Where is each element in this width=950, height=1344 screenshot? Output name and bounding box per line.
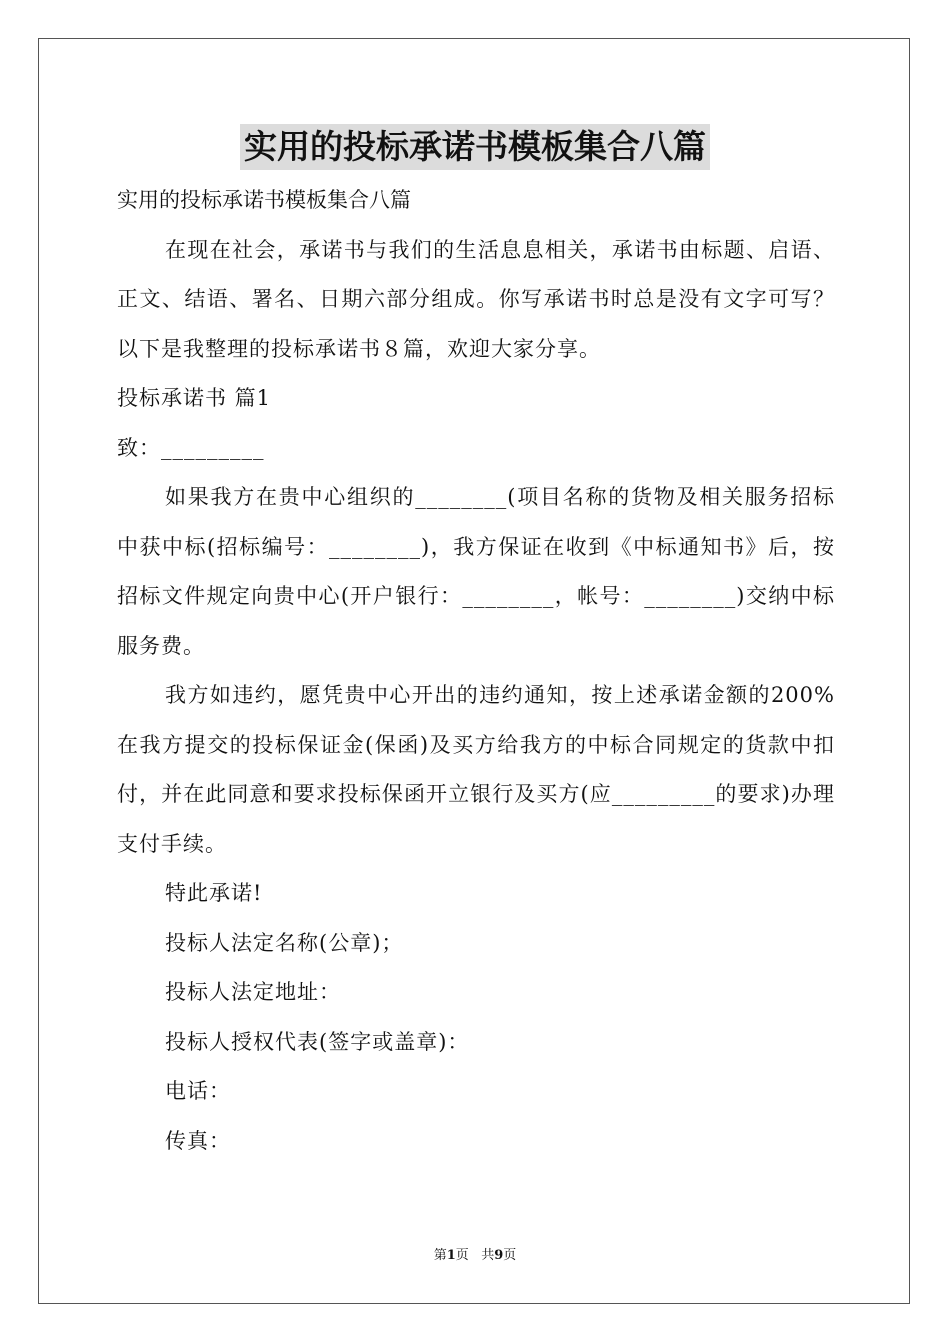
signature-field-address: 投标人法定地址： bbox=[165, 980, 341, 1004]
document-title: 实用的投标承诺书模板集合八篇 bbox=[240, 124, 710, 170]
page-prefix: 第 bbox=[433, 1248, 447, 1263]
body-paragraph-commitment: 如果我方在贵中心组织的________(项目名称的货物及相关服务招标中获中标(招标编号：________)，我方保证在收到《中标通知书》后，按招标文件规定向贵中心(开户银行：________，帐号：________)交纳中标服务费。 bbox=[117, 485, 835, 658]
page-total: 9 bbox=[494, 1248, 504, 1263]
page-footer bbox=[0, 1246, 950, 1266]
addressee-line: 致：_________ bbox=[117, 435, 265, 460]
intro-paragraph: 在现在社会，承诺书与我们的生活息息相关，承诺书由标题、启语、正文、结语、署名、日期六部分组成。你写承诺书时总是没有文字可写？以下是我整理的投标承诺书８篇，欢迎大家分享。 bbox=[117, 237, 835, 361]
subtitle-line: 实用的投标承诺书模板集合八篇 bbox=[117, 188, 411, 212]
page-suffix: 页 bbox=[455, 1248, 469, 1263]
total-prefix: 共 bbox=[481, 1248, 495, 1263]
signature-field-phone: 电话： bbox=[165, 1079, 231, 1103]
signature-field-fax: 传真： bbox=[165, 1128, 231, 1153]
page-current: 1 bbox=[446, 1248, 456, 1263]
signature-field-representative: 投标人授权代表(签字或盖章)： bbox=[165, 1029, 470, 1054]
section-heading: 投标承诺书 篇1 bbox=[117, 386, 272, 410]
title-container bbox=[0, 124, 950, 170]
body-paragraph-breach: 我方如违约，愿凭贵中心开出的违约通知，按上述承诺金额的200%在我方提交的投标保证金(保函)及买方给我方的中标合同规定的货款中扣付，并在此同意和要求投标保函开立银行及买方(应_________的要求)办理支付手续。 bbox=[117, 683, 835, 856]
signature-field-name: 投标人法定名称(公章)； bbox=[165, 930, 404, 955]
total-suffix: 页 bbox=[503, 1248, 517, 1263]
document-body bbox=[117, 176, 835, 1166]
closing-line: 特此承诺! bbox=[165, 881, 263, 905]
